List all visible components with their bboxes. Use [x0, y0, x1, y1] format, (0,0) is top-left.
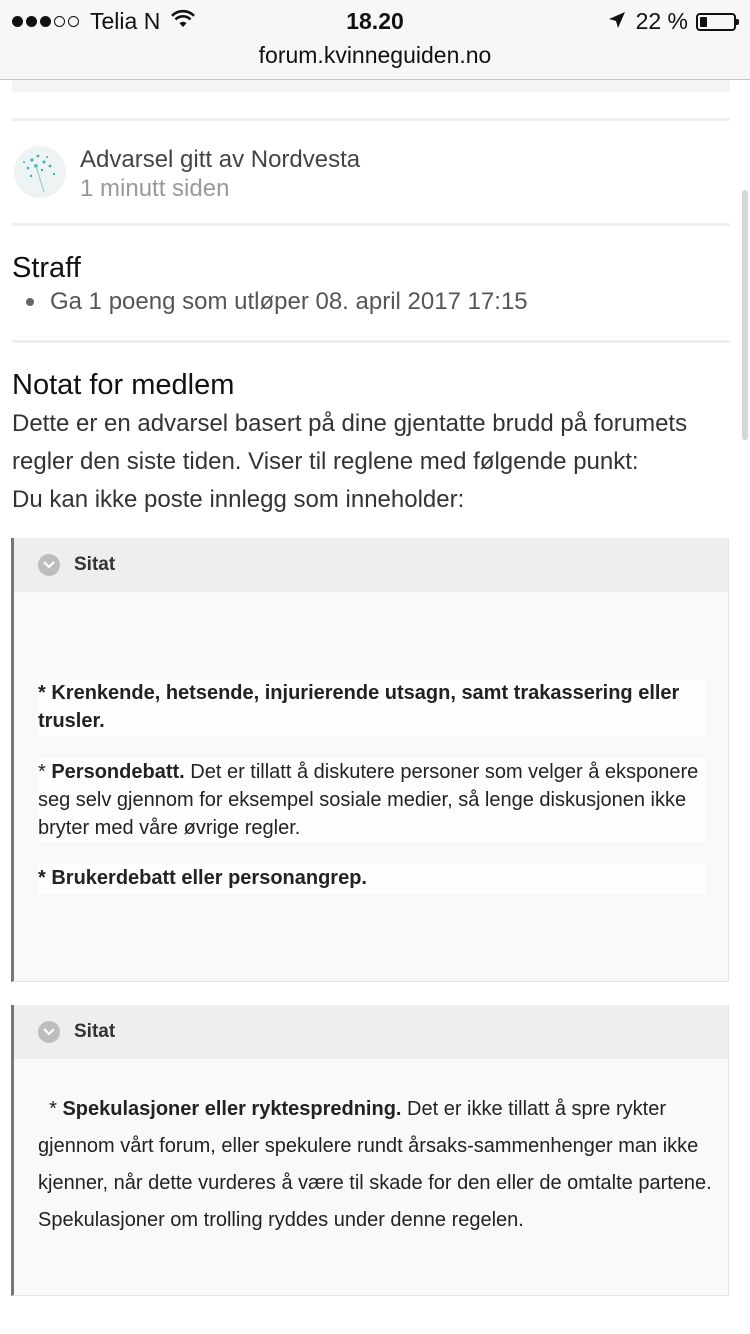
quote-label: Sitat — [74, 1021, 116, 1042]
status-bar — [0, 0, 750, 40]
battery-icon — [696, 13, 736, 31]
status-time: 18.20 — [346, 8, 404, 34]
member-note-text — [12, 405, 732, 519]
rule-item — [38, 758, 706, 842]
quote-block — [11, 1005, 729, 1296]
rule-text: * Brukerdebatt eller personangrep. — [38, 867, 367, 889]
penalty-item-text: Ga 1 poeng som utløper 08. april 2017 17:15 — [50, 288, 528, 315]
status-right — [608, 8, 736, 35]
rule-prefix: * — [38, 1098, 63, 1120]
chevron-down-icon[interactable] — [38, 1021, 60, 1043]
quote-label: Sitat — [74, 554, 116, 575]
rule-item — [38, 1091, 718, 1239]
url-text: forum.kvinneguiden.no — [258, 42, 492, 68]
rule-title: Persondebatt. — [51, 761, 185, 783]
scrollbar[interactable] — [742, 190, 748, 440]
previous-section-edge — [12, 80, 730, 92]
warning-time: 1 minutt siden — [80, 175, 230, 202]
rule-text: Det er tillatt å diskutere personer som velger å eksponere seg selv gjennom for eksempel sosiale medier, så lenge diskusjonen ikke bryter med våre øvrige regler. — [38, 761, 699, 839]
member-note-line: Du kan ikke poste innlegg som inneholder: — [12, 486, 465, 513]
penalty-heading: Straff — [12, 252, 81, 284]
rule-text: * Krenkende, hetsende, injurierende utsagn, samt trakassering eller trusler. — [38, 682, 680, 732]
penalty-item — [26, 288, 528, 316]
divider — [12, 340, 730, 343]
quote-header[interactable] — [14, 538, 728, 592]
location-arrow-icon — [608, 8, 626, 35]
quote-block — [11, 538, 729, 982]
rule-prefix: * — [38, 761, 52, 783]
address-bar[interactable] — [0, 40, 750, 80]
divider — [12, 223, 730, 226]
rule-text: Det er ikke tillatt å spre rykter gjennom vårt forum, eller spekulere rundt årsaks-sammenhenger man ikke kjenner, når dette vurderes å være til skade for den eller de omtalte partene. Spekulasjoner om trolling ryddes under denne regelen. — [38, 1098, 712, 1231]
divider — [12, 118, 730, 121]
rule-title: Spekulasjoner eller ryktespredning. — [62, 1098, 402, 1120]
battery-percent: 22 % — [635, 8, 688, 34]
rule-item — [38, 864, 706, 894]
carrier-name: Telia N — [90, 8, 161, 34]
rule-item — [38, 679, 706, 737]
quote-header[interactable] — [14, 1005, 728, 1059]
bullet-icon — [26, 298, 34, 306]
member-note-line: regler den siste tiden. Viser til reglene med følgende punkt: — [12, 448, 639, 475]
dandelion-avatar[interactable] — [14, 146, 66, 198]
member-note-line: Dette er en advarsel basert på dine gjentatte brudd på forumets — [12, 410, 688, 437]
member-note-heading: Notat for medlem — [12, 369, 235, 401]
chevron-down-icon[interactable] — [38, 554, 60, 576]
warning-title[interactable]: Advarsel gitt av Nordvesta — [80, 146, 361, 173]
